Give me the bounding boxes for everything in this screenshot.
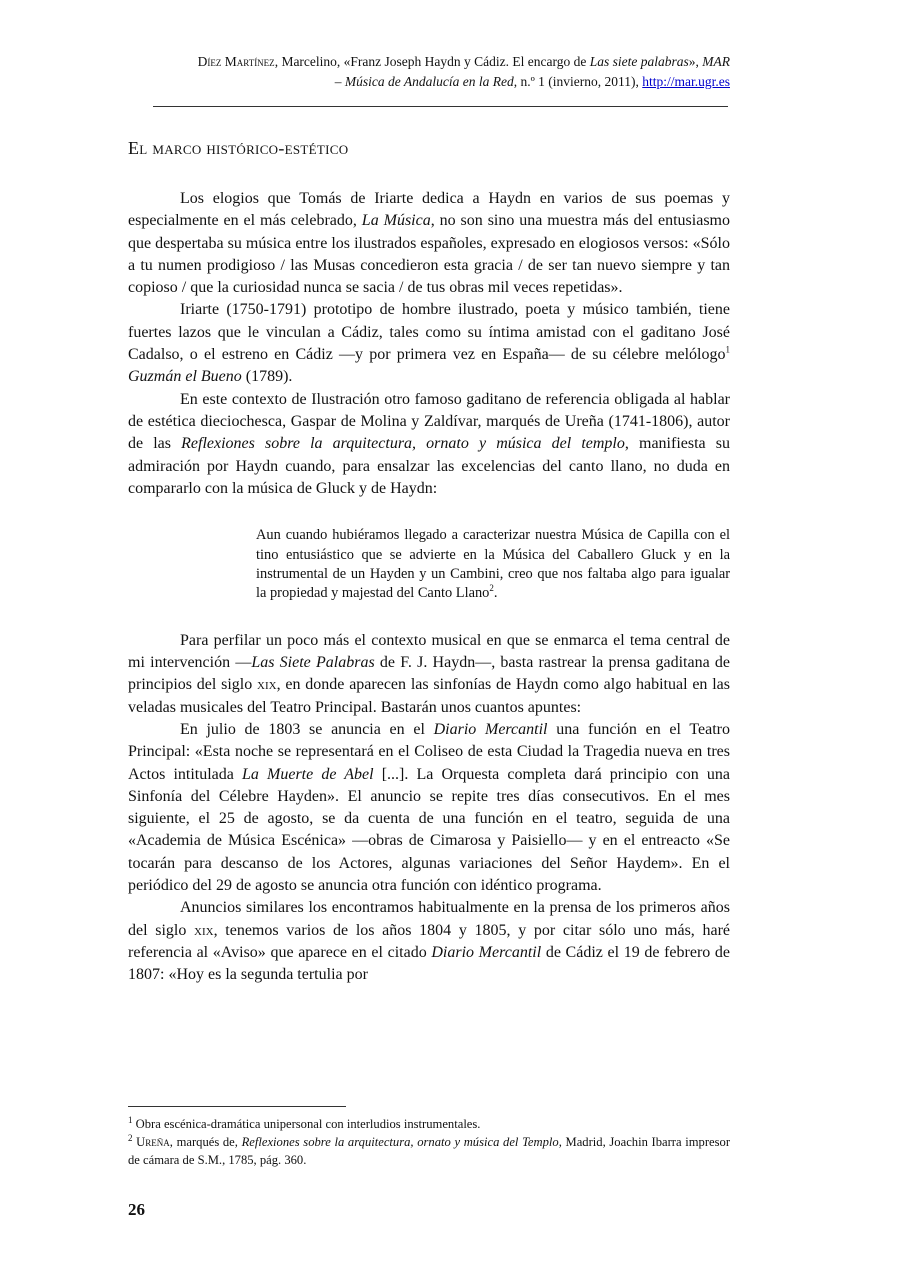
footnote-2: [128, 1133, 730, 1169]
running-header: [128, 52, 730, 92]
journal-url-link[interactable]: http://mar.ugr.es: [642, 74, 730, 89]
footnote-text: , marqués de,: [169, 1135, 242, 1149]
header-text: , n.º 1 (invierno, 2011),: [513, 74, 643, 89]
century-numeral: xix: [257, 676, 277, 694]
header-journal: MAR: [702, 54, 730, 69]
block-quote: [256, 526, 730, 604]
page: [128, 0, 730, 1274]
footnote-divider: [128, 1106, 346, 1107]
header-divider: [153, 106, 728, 107]
footnote-title: Reflexiones sobre la arquitectura, ornato y música del Templo: [241, 1135, 559, 1149]
footnote-ref-2[interactable]: 2: [489, 583, 494, 594]
italic-title: Las Siete Palabras: [251, 654, 375, 672]
text: (1789).: [241, 368, 293, 386]
italic-title: La Música: [361, 212, 431, 230]
text: .: [493, 585, 498, 602]
footnote-author: Ureña: [132, 1135, 170, 1149]
footnote-ref-1[interactable]: 1: [725, 344, 730, 355]
text: de Cádiz el 19 de febrero de 1807: «Hoy es la segunda tertulia por: [128, 943, 731, 984]
text: , tenemos varios de los años 1804 y 1805, y por citar sólo uno más, haré referencia al «Aviso» que aparece en el citado: [128, 921, 731, 961]
italic-title: Guzmán el Bueno: [128, 368, 242, 386]
footnote-number: 2: [128, 1132, 133, 1143]
paragraph-2: [128, 299, 730, 388]
header-line-2: [128, 72, 730, 92]
page-number: 26: [128, 1200, 145, 1219]
text: , en donde aparecen las sinfonías de Haydn como algo habitual en las veladas musicales del Teatro Principal. Bastarán unos cuantos apuntes:: [128, 676, 730, 716]
text: una función en el Teatro Principal: «Esta noche se representará en el Coliseo de esta Ciudad la Tragedia nueva en tres Actos intitulada: [128, 720, 731, 783]
italic-title: Reflexiones sobre la arquitectura, ornato y música del templo: [181, 435, 625, 453]
italic-title: Diario Mercantil: [431, 943, 542, 961]
header-text: –: [334, 74, 345, 89]
text: de F. J. Haydn—, basta rastrear la prensa gaditana de principios del siglo: [128, 654, 731, 694]
header-work-title: Las siete palabras: [589, 54, 689, 69]
text: Iriarte (1750-1791) prototipo de hombre ilustrado, poeta y músico también, tiene fuertes lazos que le vinculan a Cádiz, tales como su íntima amistad con el gaditano José Cadalso, o el estreno en Cádiz —y por primera vez en España— de su célebre melólogo: [128, 301, 730, 364]
footnote-text: , Madrid, Joachin Ibarra impresor de cámara de S.M., 1785, pág. 360.: [128, 1135, 731, 1167]
quote-text: Aun cuando hubiéramos llegado a caracterizar nuestra Música de Capilla con el tino entusiástico que se advierte en la Música del Caballero Gluck y en la instrumental de un Hayden y un Cambini, creo que nos faltaba algo para igualar la propiedad y majestad del Canto Llano: [256, 527, 730, 602]
header-text: , Marcelino, «Franz Joseph Haydn y Cádiz. El encargo de: [274, 54, 590, 69]
text: En este contexto de Ilustración otro famoso gaditano de referencia obligada al hablar de estética dieciochesca, Gaspar de Molina y Zaldívar, marqués de Ureña (1741-1806), autor de las: [128, 390, 730, 453]
header-journal-name: Música de Andalucía en la Red: [344, 74, 514, 89]
header-line-1: [128, 52, 730, 72]
section-title: El marco histórico-estético: [128, 138, 349, 158]
text: , no son sino una muestra más del entusiasmo que despertaba su música entre los ilustrados españoles, expresado en elogiosos versos: «Sólo a tu numen prodigioso / las Musas concedieron esta gracia / de ser tan nuevo siempre y tan copioso / que la curiosidad nunca se sacia / de tus obras mil veces repetidas».: [128, 212, 731, 297]
header-author: Díez Martínez: [197, 54, 275, 69]
text: Para perfilar un poco más el contexto musical en que se enmarca el tema central de mi intervención —: [128, 631, 730, 672]
footnote-number: 1: [128, 1114, 133, 1125]
paragraph-3: [128, 389, 730, 500]
italic-title: Diario Mercantil: [433, 720, 548, 738]
footnote-text: Obra escénica-dramática unipersonal con interludios instrumentales.: [132, 1117, 481, 1131]
paragraph-5: [128, 719, 730, 897]
text: [...]. La Orquesta completa dará principio con una Sinfonía del Célebre Hayden». El anuncio se repite tres días consecutivos. En el mes siguiente, el 25 de agosto, se da cuenta de una función en el teatro, seguida de una «Academia de Música Escénica» —obras de Cimarosa y Paisiello— y en el entreacto «Se tocarán para descanso de los Actores, algunas variaciones del Señor Haydem». En el periódico del 29 de agosto se anuncia otra función con idéntico programa.: [128, 765, 731, 895]
paragraph-1: [128, 188, 730, 299]
century-numeral: xix: [194, 921, 214, 939]
body-text: [128, 188, 730, 987]
paragraph-4: [128, 630, 730, 719]
text: Los elogios que Tomás de Iriarte dedica a Haydn en varios de sus poemas y especialmente en el más celebrado,: [128, 190, 730, 230]
paragraph-6: [128, 897, 730, 986]
footnote-1: [128, 1115, 730, 1133]
header-text: »,: [688, 54, 703, 69]
text: Anuncios similares los encontramos habitualmente en la prensa de los primeros años del siglo: [128, 899, 730, 939]
text: , manifiesta su admiración por Haydn cuando, para ensalzar las excelencias del canto llano, no duda en compararlo con la música de Gluck y de Haydn:: [128, 435, 730, 497]
footnotes: [128, 1115, 730, 1169]
italic-title: La Muerte de Abel: [242, 765, 374, 783]
text: En julio de 1803 se anuncia en el: [180, 720, 434, 738]
